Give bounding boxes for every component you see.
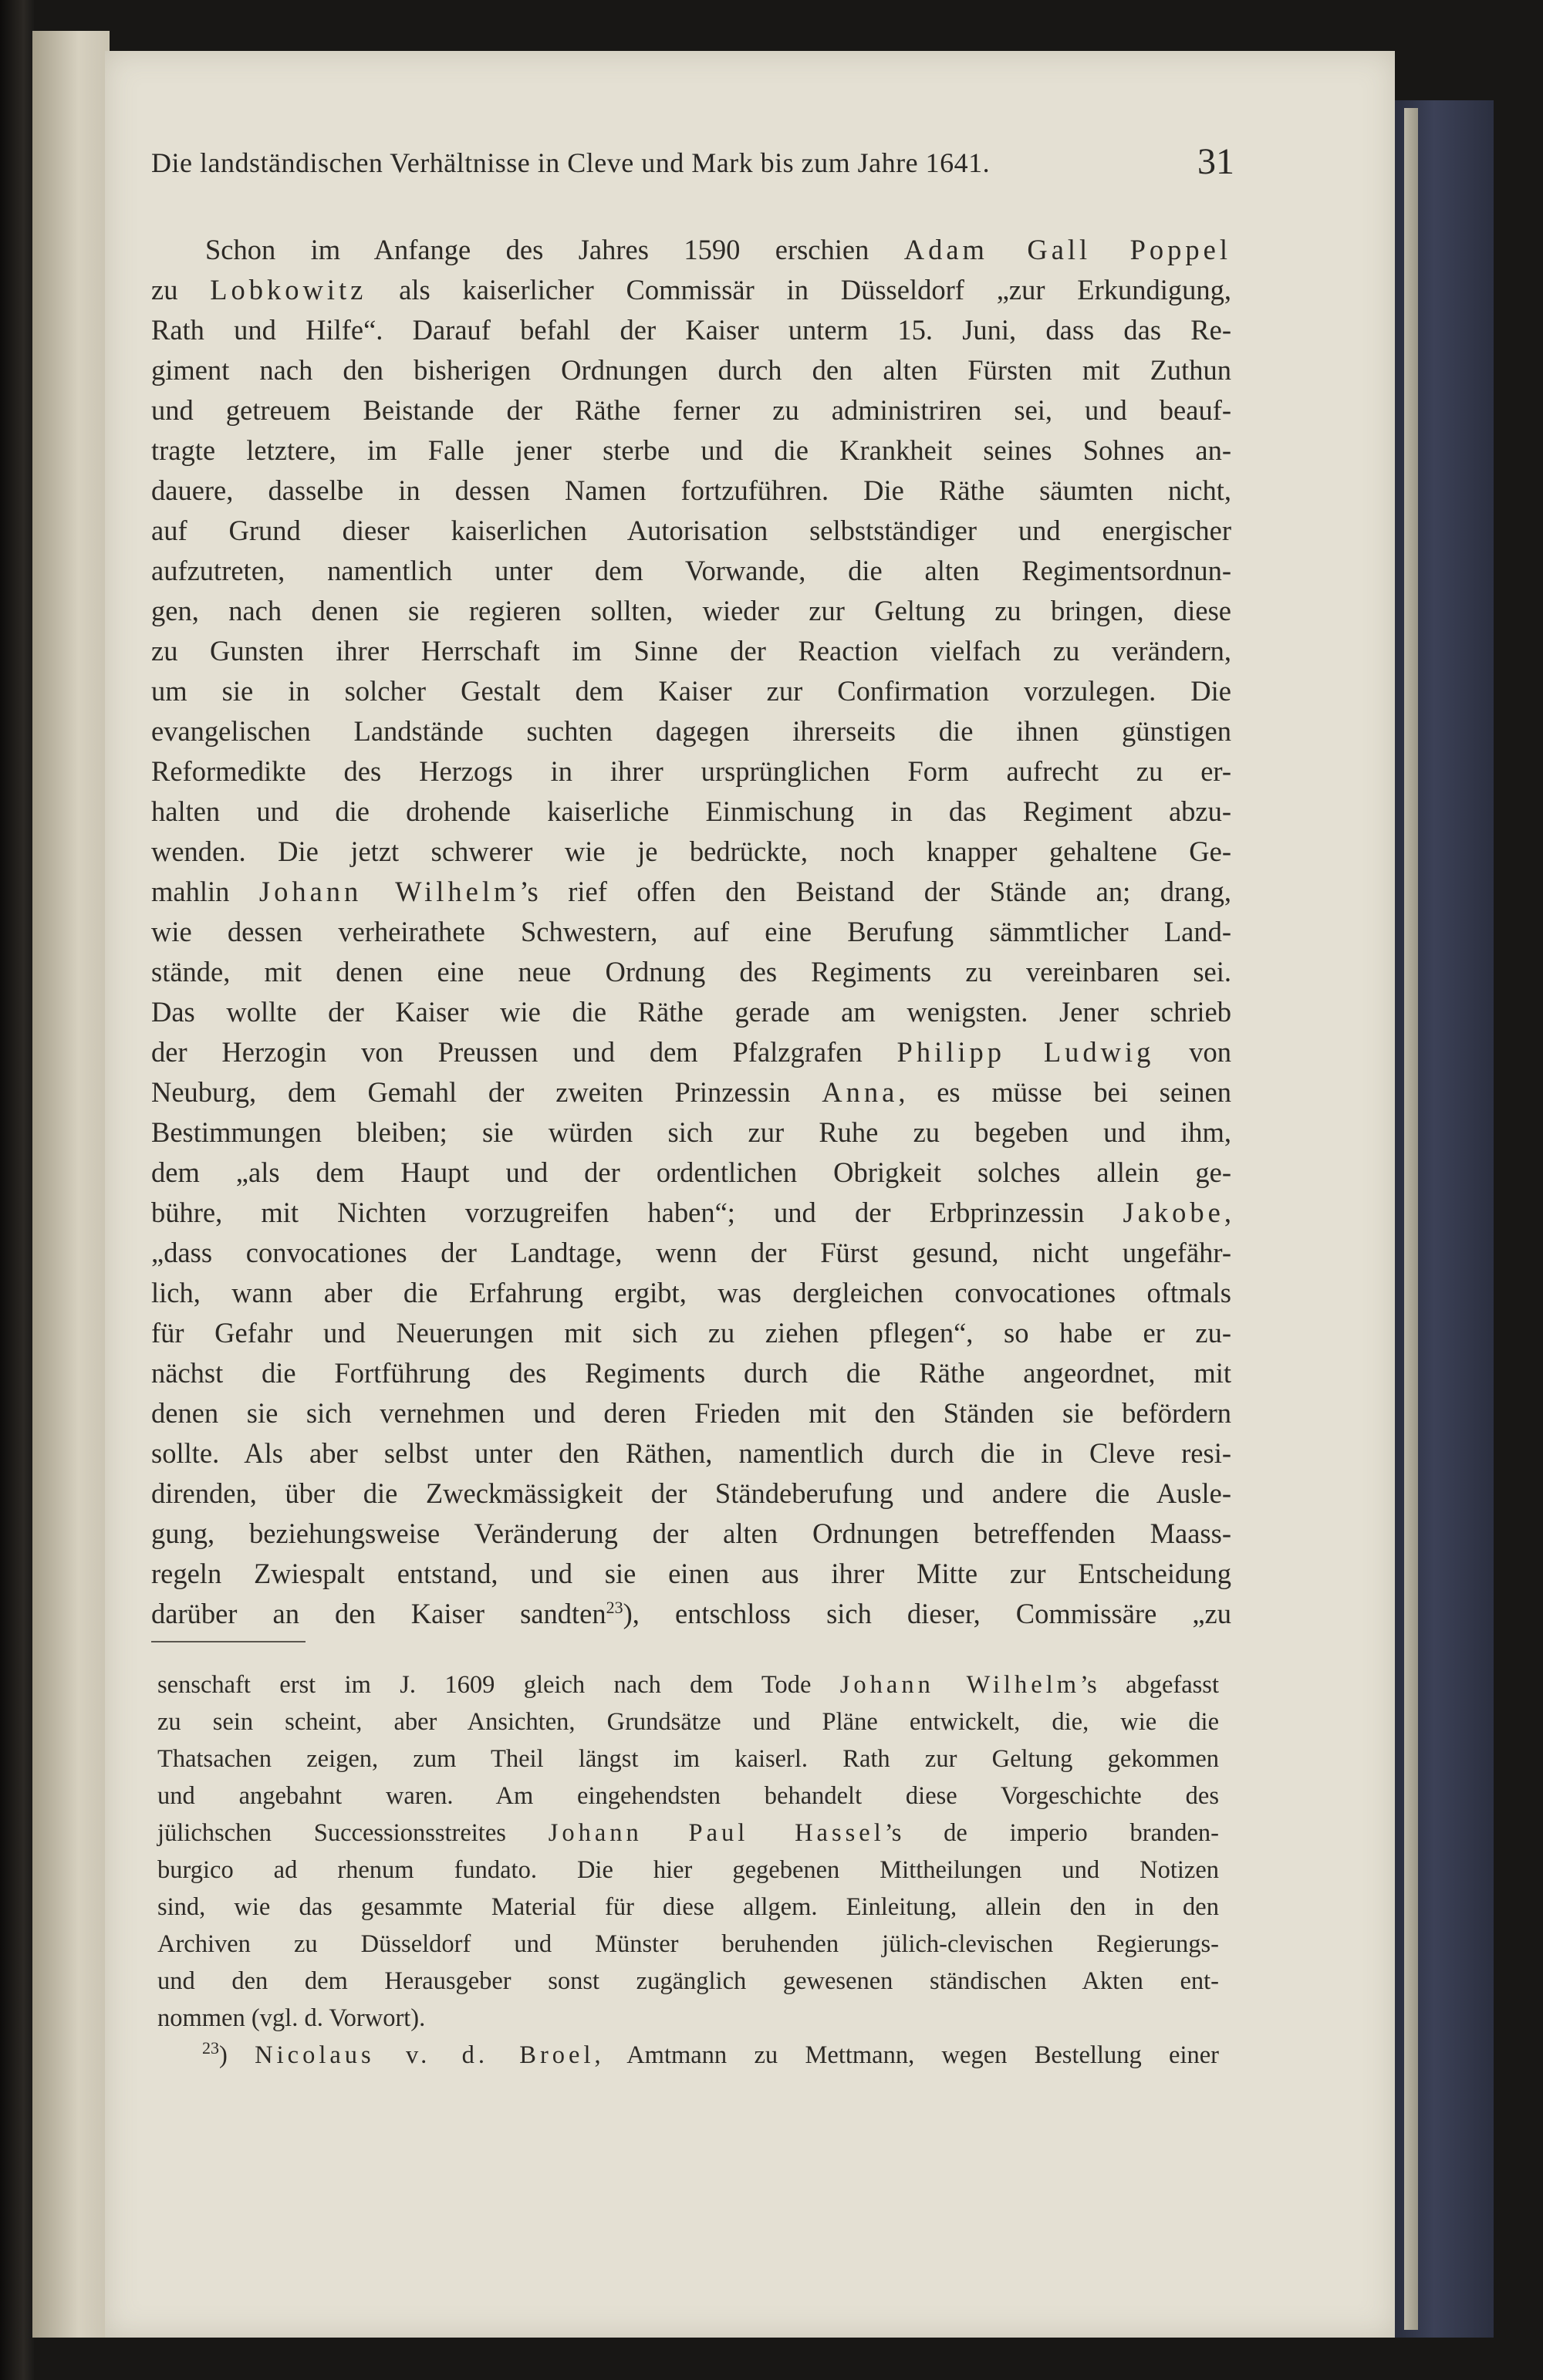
- text-line: auf Grund dieser kaiserlichen Autorisation selbstständiger und energischer: [151, 515, 1231, 546]
- text-line: für Gefahr und Neuerungen mit sich zu ziehen pflegen“, so habe er zu-: [151, 1317, 1231, 1349]
- text-line: gen, nach denen sie regieren sollten, wieder zur Geltung zu bringen, diese: [151, 595, 1231, 626]
- text-line: darüber an den Kaiser sandten$^{23}$), entschloss sich dieser, Commissäre „zu: [151, 1597, 1231, 1629]
- text-line: tragte letztere, im Falle jener sterbe und die Krankheit seines Sohnes an-: [151, 434, 1231, 466]
- book-binding-edge: [0, 0, 34, 2380]
- text-line: aufzutreten, namentlich unter dem Vorwande, die alten Regimentsordnun-: [151, 555, 1231, 586]
- text-line: wenden. Die jetzt schwerer wie je bedrückte, noch knapper gehaltene Ge-: [151, 836, 1231, 867]
- text-line: sollte. Als aber selbst unter den Räthen, namentlich durch die in Cleve resi-: [151, 1437, 1231, 1469]
- text-line: und getreuem Beistande der Räthe ferner zu administriren sei, und beauf-: [151, 394, 1231, 426]
- footnote-line: burgico ad rhenum fundato. Die hier gegebenen Mittheilungen und Notizen: [157, 1856, 1219, 1884]
- text-line: Reformedikte des Herzogs in ihrer ursprünglichen Form aufrecht zu er-: [151, 755, 1231, 787]
- person-name: Jakobe: [1123, 1197, 1224, 1228]
- text-line: regeln Zwiespalt entstand, und sie einen aus ihrer Mitte zur Entscheidung: [151, 1558, 1231, 1589]
- footnote-marker: 23: [202, 2038, 219, 2058]
- person-name: Nicolaus v. d. Broel: [255, 2041, 595, 2069]
- text-line: nächst die Fortführung des Regiments durch die Räthe angeordnet, mit: [151, 1357, 1231, 1389]
- text-line: Neuburg, dem Gemahl der zweiten Prinzessin Anna, es müsse bei seinen: [151, 1076, 1231, 1108]
- text-line: zu Gunsten ihrer Herrschaft im Sinne der Reaction vielfach zu verändern,: [151, 635, 1231, 667]
- footnote-line: und den dem Herausgeber sonst zugänglich gewesenen ständischen Akten ent-: [157, 1967, 1219, 1995]
- footnote-line: zu sein scheint, aber Ansichten, Grundsätze und Pläne entwickelt, die, wie die: [157, 1708, 1219, 1736]
- text-line: Schon im Anfange des Jahres 1590 erschien Adam Gall Poppel: [205, 234, 1231, 265]
- text-line: denen sie sich vernehmen und deren Frieden mit den Ständen sie befördern: [151, 1397, 1231, 1429]
- left-page-edge: [32, 31, 110, 2338]
- text-line: der Herzogin von Preussen und dem Pfalzgrafen Philipp Ludwig von: [151, 1036, 1231, 1068]
- running-header: Die landständischen Verhältnisse in Cleve und Mark bis zum Jahre 1641.: [151, 147, 991, 178]
- text-line: zu Lobkowitz als kaiserlicher Commissär in Düsseldorf „zur Erkundigung,: [151, 274, 1231, 306]
- footnote-line: $^{23}$) Nicolaus v. d. Broel, Amtmann zu Mettmann, wegen Bestellung einer: [202, 2038, 1219, 2069]
- text-line: dem „als dem Haupt und der ordentlichen Obrigkeit solches allein ge-: [151, 1156, 1231, 1188]
- footnote-line: nommen (vgl. d. Vorwort).: [157, 2004, 426, 2032]
- footnote-line: sind, wie das gesammte Material für diese allgem. Einleitung, allein den in den: [157, 1893, 1219, 1921]
- text-line: dauere, dasselbe in dessen Namen fortzuführen. Die Räthe säumten nicht,: [151, 474, 1231, 506]
- text-line: halten und die drohende kaiserliche Einmischung in das Regiment abzu-: [151, 795, 1231, 827]
- text-line: „dass convocationes der Landtage, wenn der Fürst gesund, nicht ungefähr-: [151, 1237, 1231, 1268]
- footnote-line: jülichschen Successionsstreites Johann Paul Hassel’s de imperio branden-: [157, 1819, 1219, 1847]
- text-line: direnden, über die Zweckmässigkeit der Ständeberufung und andere die Ausle-: [151, 1477, 1231, 1509]
- text-line: Rath und Hilfe“. Darauf befahl der Kaiser unterm 15. Juni, dass das Re-: [151, 314, 1231, 346]
- footnote-divider: [151, 1641, 306, 1642]
- text-line: Bestimmungen bleiben; sie würden sich zur Ruhe zu begeben und ihm,: [151, 1116, 1231, 1148]
- page-number: 31: [1197, 141, 1234, 182]
- person-name: Adam Gall Poppel: [903, 234, 1231, 265]
- place-name: Lobkowitz: [210, 274, 367, 306]
- page-stack-edge: [1404, 108, 1418, 2330]
- text-line: gung, beziehungsweise Veränderung der alten Ordnungen betreffenden Maass-: [151, 1517, 1231, 1549]
- person-name: Philipp Ludwig: [896, 1036, 1155, 1068]
- text-line: giment nach den bisherigen Ordnungen durch den alten Fürsten mit Zuthun: [151, 354, 1231, 386]
- footnote-line: Thatsachen zeigen, zum Theil längst im kaiserl. Rath zur Geltung gekommen: [157, 1745, 1219, 1773]
- person-name: Johann Wilhelm: [258, 876, 520, 907]
- person-name: Johann Wilhelm: [839, 1671, 1081, 1699]
- person-name: Anna: [822, 1076, 899, 1108]
- footnote-line: Archiven zu Düsseldorf und Münster beruhenden jülich-clevischen Regierungs-: [157, 1930, 1219, 1958]
- text-line: Das wollte der Kaiser wie die Räthe gerade am wenigsten. Jener schrieb: [151, 996, 1231, 1028]
- text-line: wie dessen verheirathete Schwestern, auf eine Berufung sämmtlicher Land-: [151, 916, 1231, 947]
- footnote-reference: 23: [606, 1597, 623, 1617]
- person-name: Johann Paul Hassel: [548, 1819, 885, 1847]
- text-line: mahlin Johann Wilhelm’s rief offen den Beistand der Stände an; drang,: [151, 876, 1232, 907]
- text-line: stände, mit denen eine neue Ordnung des Regiments zu vereinbaren sei.: [151, 956, 1231, 987]
- text-line: evangelischen Landstände suchten dagegen ihrerseits die ihnen günstigen: [151, 715, 1231, 747]
- footnote-line: und angebahnt waren. Am eingehendsten behandelt diese Vorgeschichte des: [157, 1782, 1219, 1810]
- text-line: um sie in solcher Gestalt dem Kaiser zur Confirmation vorzulegen. Die: [151, 675, 1231, 707]
- text-line: bühre, mit Nichten vorzugreifen haben“; und der Erbprinzessin Jakobe,: [151, 1197, 1231, 1228]
- footnote-line: senschaft erst im J. 1609 gleich nach dem Tode Johann Wilhelm’s abgefasst: [157, 1671, 1219, 1699]
- text-line: lich, wann aber die Erfahrung ergibt, was dergleichen convocationes oftmals: [151, 1277, 1231, 1308]
